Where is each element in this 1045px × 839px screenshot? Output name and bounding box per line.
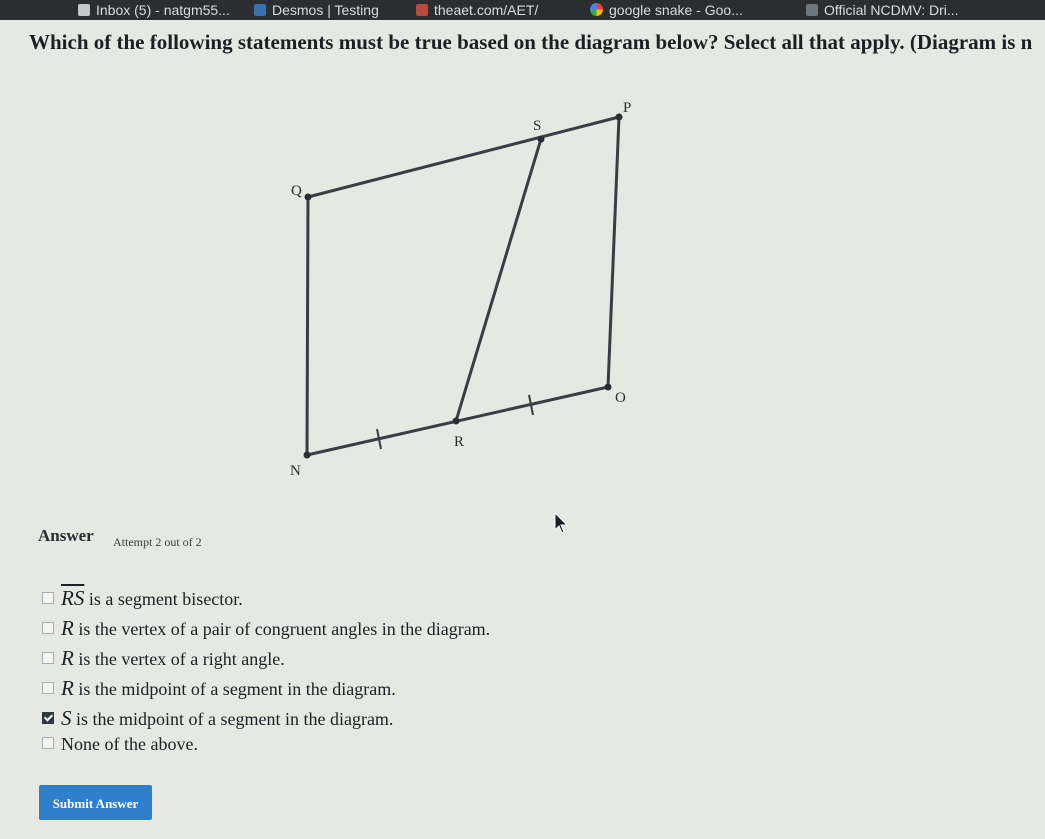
option-math: R [61, 646, 74, 670]
option-r-congruent-angles[interactable] [42, 616, 490, 642]
point-r [453, 418, 460, 425]
segment-po [608, 117, 619, 387]
attempt-counter: Attempt 2 out of 2 [113, 535, 202, 549]
mail-icon [78, 4, 90, 16]
option-math: S [61, 706, 72, 730]
option-math: R [61, 676, 74, 700]
label-r: R [454, 434, 465, 450]
label-s: S [533, 118, 542, 134]
point-n [304, 452, 311, 459]
option-s-midpoint[interactable] [42, 706, 393, 732]
point-o [605, 384, 612, 391]
theaet-icon [416, 4, 428, 16]
option-r-midpoint[interactable] [42, 676, 396, 702]
option-math: R [61, 616, 74, 640]
option-text: is the midpoint of a segment in the diagram. [73, 679, 396, 699]
option-text: is the midpoint of a segment in the diagram. [71, 709, 394, 729]
segment-qp [308, 117, 619, 197]
option-r-right-angle[interactable] [42, 646, 285, 672]
label-n: N [290, 463, 301, 479]
segment-nq [307, 197, 308, 455]
bookmark-google-snake[interactable]: google snake - Goo... [590, 2, 743, 18]
bookmark-theaet[interactable]: theaet.com/AET/ [416, 2, 538, 18]
mouse-cursor-icon [554, 512, 570, 536]
desmos-icon [254, 4, 266, 16]
bookmark-ncdmv[interactable]: Official NCDMV: Dri... [806, 2, 959, 18]
checkbox[interactable] [42, 652, 54, 664]
checkbox[interactable] [42, 737, 54, 749]
option-text: None of the above. [61, 734, 198, 754]
point-s [538, 136, 545, 143]
answer-label: Answer [38, 526, 94, 545]
option-text: is the vertex of a right angle. [73, 649, 285, 669]
option-text: is the vertex of a pair of congruent angles in the diagram. [73, 619, 491, 639]
checkbox-checked[interactable] [42, 712, 54, 724]
option-math: $\overline{RS}$ [61, 586, 85, 610]
option-none-of-the-above[interactable] [42, 732, 198, 758]
option-text: is a segment bisector. [84, 589, 243, 609]
checkbox[interactable] [42, 682, 54, 694]
ncdmv-icon [806, 4, 818, 16]
geometry-diagram [270, 85, 690, 495]
point-p [616, 114, 623, 121]
option-rs-segment-bisector[interactable] [42, 586, 243, 612]
label-o: O [615, 390, 626, 406]
submit-answer-button[interactable]: Submit Answer [39, 785, 152, 820]
bookmarks-bar [0, 0, 1045, 20]
point-q [305, 194, 312, 201]
google-icon [590, 3, 603, 16]
checkbox[interactable] [42, 592, 54, 604]
checkbox[interactable] [42, 622, 54, 634]
segment-rs [456, 139, 541, 421]
bookmark-desmos[interactable]: Desmos | Testing [254, 2, 379, 18]
label-p: P [623, 100, 632, 116]
question-text: Which of the following statements must be true based on the diagram below? Select all that apply. (Diagram is n [29, 30, 1033, 54]
bookmark-inbox[interactable]: Inbox (5) - natgm55... [78, 2, 230, 18]
label-q: Q [291, 183, 302, 199]
